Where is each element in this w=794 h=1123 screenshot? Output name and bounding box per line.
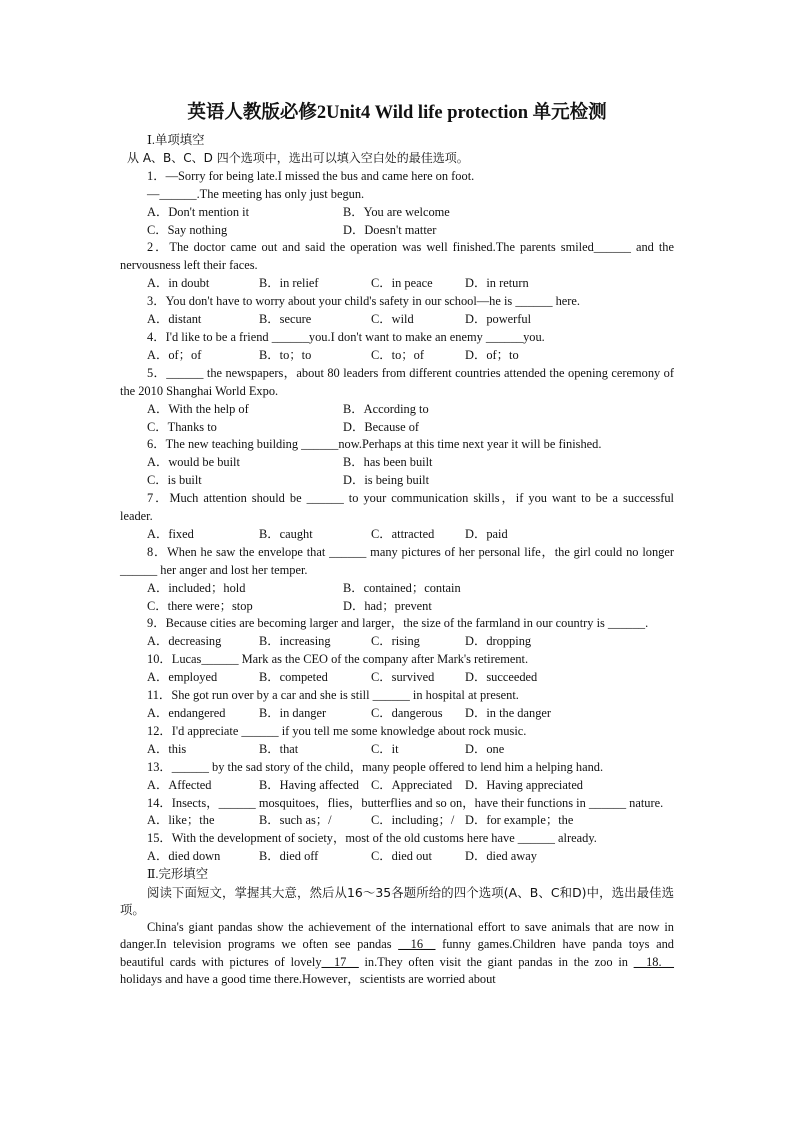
option-row	[120, 812, 674, 830]
answer-option[interactable]: A．would be built	[147, 455, 240, 470]
answer-option[interactable]: B．contained；contain	[343, 580, 461, 595]
answer-option[interactable]: D．Doesn't matter	[343, 222, 437, 237]
answer-option[interactable]: D．for example；the	[465, 813, 574, 828]
answer-option[interactable]: A．included；hold	[147, 580, 246, 595]
answer-option[interactable]: A．Affected	[147, 777, 212, 792]
question-item	[120, 239, 674, 293]
option-row	[120, 669, 674, 687]
blank-marker: __17__	[321, 954, 359, 969]
question-stem: 14．Insects，______ mosquitoes，flies，butterflies and so on，have their functions in ______ nature.	[147, 795, 664, 810]
answer-option[interactable]: C．to；of	[371, 347, 425, 362]
question-item	[120, 436, 674, 490]
answer-option[interactable]: D．one	[465, 741, 505, 756]
answer-option[interactable]: D．Having appreciated	[465, 777, 584, 792]
answer-option[interactable]: D．of；to	[465, 347, 519, 362]
question-stem: 13．______ by the sad story of the child，many people offered to lend him a helping hand.	[147, 759, 604, 774]
answer-option[interactable]: D．in the danger	[465, 706, 552, 720]
option-row	[120, 633, 674, 651]
question-item	[120, 687, 674, 723]
answer-option[interactable]: C．survived	[371, 670, 435, 685]
answer-option[interactable]: C．Thanks to	[147, 419, 217, 434]
passage-text: funny games.Children have panda toys and beautiful cards with pictures of lovely	[120, 937, 674, 969]
question-stem: 8．When he saw the envelope that ______ many pictures of her personal life，the girl could no longer ______ her anger and lost her temper.	[120, 544, 674, 577]
blank-marker: __16__	[398, 937, 436, 952]
answer-option[interactable]: C．there were；stop	[147, 598, 253, 613]
question-stem: 2．The doctor came out and said the operation was well finished.The parents smiled______ and the nervousness left their faces.	[120, 240, 674, 273]
option-row	[120, 580, 674, 598]
answer-option[interactable]: C．Say nothing	[147, 222, 228, 237]
question-stem: 10．Lucas______ Mark as the CEO of the company after Mark's retirement.	[147, 652, 529, 667]
question-stem: 12．I'd appreciate ______ if you tell me some knowledge about rock music.	[147, 723, 527, 738]
option-row	[120, 777, 674, 795]
option-row	[120, 401, 674, 419]
answer-option[interactable]: A．died down	[147, 849, 221, 864]
answer-option[interactable]: D．powerful	[465, 312, 532, 327]
answer-option[interactable]: C．rising	[371, 634, 420, 649]
document-page	[120, 100, 674, 989]
passage-text: China's giant pandas show the achievement of the international effort to save animals that are now in danger.In television programs we often see pandas	[120, 919, 674, 952]
option-row	[120, 419, 674, 437]
answer-option[interactable]: D．died away	[465, 849, 537, 864]
answer-option[interactable]: B．to；to	[259, 347, 312, 362]
answer-option[interactable]: B．increasing	[259, 634, 331, 649]
answer-option[interactable]: D．dropping	[465, 634, 532, 649]
answer-option[interactable]: D．succeeded	[465, 670, 538, 685]
answer-option[interactable]: D．had；prevent	[343, 598, 432, 613]
question-stem: 15．With the development of society，most of the old customs here have ______ already.	[147, 831, 597, 846]
question-stem: —______.The meeting has only just begun.	[147, 186, 365, 201]
question-item	[120, 615, 674, 651]
question-item	[120, 544, 674, 616]
answer-option[interactable]: B．has been built	[343, 455, 433, 470]
answer-option[interactable]: A．With the help of	[147, 401, 249, 416]
answer-option[interactable]: C．including；/	[371, 813, 455, 828]
section-1-heading: Ⅰ.单项填空	[147, 133, 205, 147]
question-item	[120, 168, 674, 240]
answer-option[interactable]: C．attracted	[371, 526, 435, 541]
question-item	[120, 293, 674, 329]
document-title: 英语人教版必修2Unit4 Wild life protection 单元检测	[187, 103, 607, 123]
answer-option[interactable]: B．competed	[259, 670, 328, 685]
answer-option[interactable]: A．distant	[147, 312, 202, 327]
answer-option[interactable]: B．in danger	[259, 706, 327, 720]
answer-option[interactable]: C．died out	[371, 849, 432, 864]
answer-option[interactable]: A．this	[147, 741, 187, 756]
option-row	[120, 275, 674, 293]
answer-option[interactable]: C．in peace	[371, 276, 433, 291]
answer-option[interactable]: C．it	[371, 741, 399, 756]
question-item	[120, 651, 674, 687]
option-row	[120, 741, 674, 759]
answer-option[interactable]: B．that	[259, 741, 299, 756]
answer-option[interactable]: C．is built	[147, 473, 202, 488]
answer-option[interactable]: A．in doubt	[147, 276, 210, 291]
question-item	[120, 830, 674, 866]
answer-option[interactable]: D．in return	[465, 276, 529, 291]
passage-text: in.They often visit the giant pandas in the zoo in	[358, 954, 634, 969]
answer-option[interactable]: B．secure	[259, 312, 312, 327]
question-item	[120, 329, 674, 365]
option-row	[120, 472, 674, 490]
answer-option[interactable]: B．According to	[343, 401, 429, 416]
option-row	[120, 598, 674, 616]
passage-text: holidays and have a good time there.However，scientists are worried about	[120, 972, 496, 987]
answer-option[interactable]: B．You are welcome	[343, 204, 450, 219]
answer-option[interactable]: B．Having affected	[259, 777, 359, 792]
question-stem: 1．—Sorry for being late.I missed the bus and came here on foot.	[147, 168, 475, 183]
answer-option[interactable]: B．died off	[259, 849, 319, 864]
cloze-passage	[120, 919, 674, 989]
question-list	[120, 168, 674, 866]
answer-option[interactable]: A．employed	[147, 670, 218, 685]
answer-option[interactable]: C．Appreciated	[371, 777, 453, 792]
answer-option[interactable]: D．is being built	[343, 473, 430, 488]
option-row	[120, 705, 674, 723]
answer-option[interactable]: A．of；of	[147, 347, 202, 362]
question-item	[120, 723, 674, 759]
answer-option[interactable]: A．like；the	[147, 813, 215, 828]
question-stem: 11．She got run over by a car and she is still ______ in hospital at present.	[147, 688, 519, 703]
answer-option[interactable]: B．in relief	[259, 276, 319, 291]
question-item	[120, 795, 674, 831]
option-row	[120, 222, 674, 240]
question-stem: 6．The new teaching building ______now.Perhaps at this time next year it will be finished.	[147, 437, 602, 452]
question-stem: 9．Because cities are becoming larger and larger，the size of the farmland in our country is ______.	[147, 616, 649, 631]
option-row	[120, 204, 674, 222]
option-row	[120, 454, 674, 472]
question-stem: 3．You don't have to worry about your child's safety in our school—he is ______ here.	[147, 294, 581, 309]
question-item	[120, 759, 674, 795]
answer-option[interactable]: B．such as；/	[259, 813, 332, 828]
option-row	[120, 848, 674, 866]
answer-option[interactable]: A．fixed	[147, 526, 194, 541]
blank-marker: __18.__	[633, 954, 674, 969]
section-2-heading: Ⅱ.完形填空	[147, 867, 209, 882]
option-row	[120, 311, 674, 329]
answer-option[interactable]: B．caught	[259, 526, 313, 541]
question-item	[120, 365, 674, 437]
answer-option[interactable]: A．Don't mention it	[147, 204, 250, 219]
section-2-instruction: 阅读下面短文，掌握其大意，然后从16～35各题所给的四个选项(A、B、C和D)中，选出最佳选项。	[120, 885, 674, 918]
question-stem: 4．I'd like to be a friend ______you.I don't want to make an enemy ______you.	[147, 329, 545, 344]
answer-option[interactable]: D．paid	[465, 526, 508, 541]
question-stem: 7．Much attention should be ______ to your communication skills，if you want to be a successful leader.	[120, 491, 674, 524]
answer-option[interactable]: A．endangered	[147, 706, 226, 720]
option-row	[120, 347, 674, 365]
option-row	[120, 526, 674, 544]
answer-option[interactable]: D．Because of	[343, 419, 420, 434]
question-item	[120, 490, 674, 544]
answer-option[interactable]: A．decreasing	[147, 634, 222, 649]
section-1-instruction: 从 A、B、C、D 四个选项中，选出可以填入空白处的最佳选项。	[127, 150, 469, 165]
answer-option[interactable]: C．wild	[371, 312, 414, 327]
answer-option[interactable]: C．dangerous	[371, 706, 443, 720]
question-stem: 5．______ the newspapers，about 80 leaders from different countries attended the opening ceremony of the 2010 Shanghai World Expo.	[120, 365, 674, 398]
